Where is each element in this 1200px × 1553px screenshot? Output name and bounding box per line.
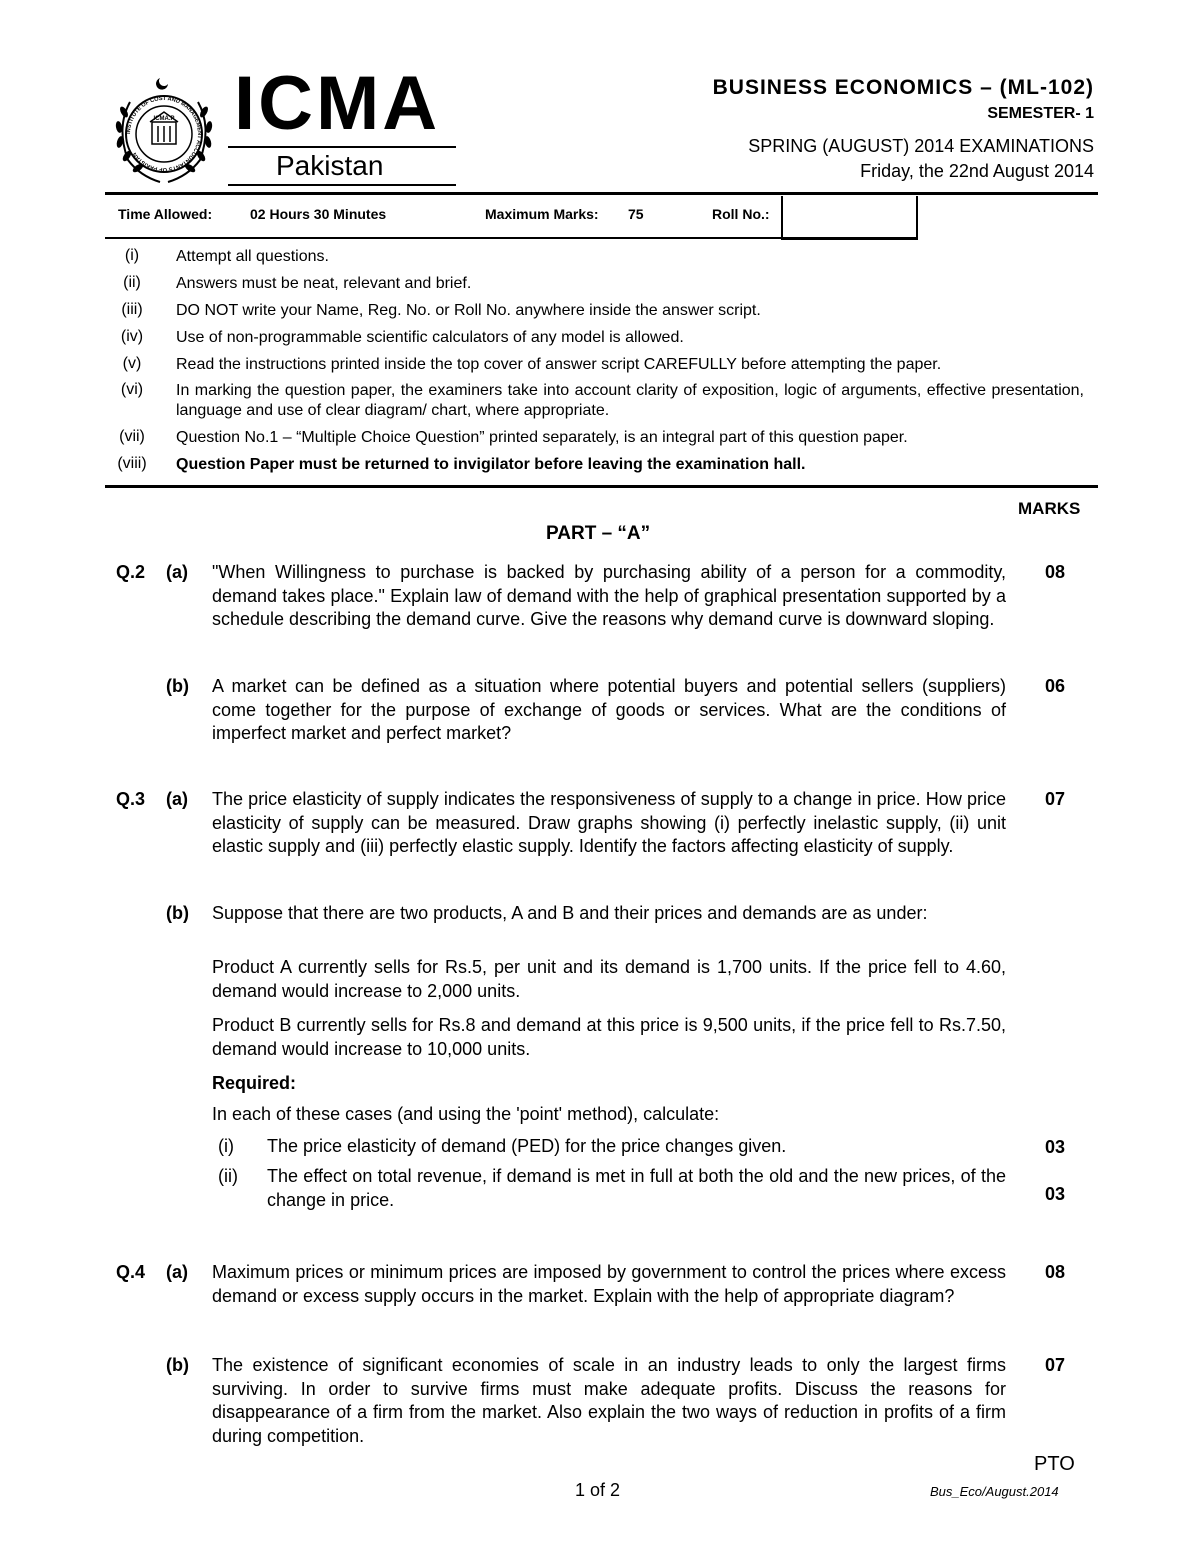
question-marks: 07 xyxy=(1044,789,1066,809)
question-marks: 06 xyxy=(1044,676,1066,696)
svg-text:ICMA.P: ICMA.P xyxy=(153,116,175,122)
sub-item-text: The effect on total revenue, if demand is met in full at both the old and the new prices, of the change in price. xyxy=(267,1166,1006,1210)
question-text: Suppose that there are two products, A and B and their prices and demands are as under: xyxy=(212,903,928,923)
instruction-text: In marking the question paper, the examiners take into account clarity of exposition, logic of arguments, effective presentation, language and use of clear diagram/ chart, where appropriate. xyxy=(176,382,1084,419)
logo-wordmark: ICMA xyxy=(234,61,441,146)
question-part-label: (a) xyxy=(166,562,188,582)
please-turn-over: PTO xyxy=(1034,1453,1075,1475)
question-part-label: (a) xyxy=(166,1262,188,1282)
product-b-paragraph: Product B currently sells for Rs.8 and demand at this price is 9,500 units, if the price fell to Rs.7.50, demand would increase to 10,000 units. xyxy=(212,1015,1006,1059)
instruction-text: Attempt all questions. xyxy=(176,248,329,265)
instruction-number: (iv) xyxy=(120,328,144,345)
time-allowed-label: Time Allowed: xyxy=(118,206,213,222)
question-number: Q.4 xyxy=(116,1262,146,1282)
paper-title: BUSINESS ECONOMICS – (ML-102) xyxy=(712,76,1094,99)
logo-subtitle: Pakistan xyxy=(276,150,384,181)
product-a-paragraph: Product A currently sells for Rs.5, per unit and its demand is 1,700 units. If the price fell to 4.60, demand would increase to 2,000 units. xyxy=(212,957,1006,1001)
header-rule xyxy=(105,192,1098,195)
paper-code: Bus_Eco/August.2014 xyxy=(930,1484,1059,1499)
question-marks: 08 xyxy=(1044,1262,1066,1282)
roll-no-box[interactable] xyxy=(781,196,918,240)
question-number: Q.2 xyxy=(116,562,146,582)
instruction-text: DO NOT write your Name, Reg. No. or Roll No. anywhere inside the answer script. xyxy=(176,302,761,319)
max-marks-label: Maximum Marks: xyxy=(485,206,599,222)
question-text: Maximum prices or minimum prices are imposed by government to control the prices where excess demand or excess supply occurs in the market. Explain with the help of appropriate diagram? xyxy=(212,1262,1006,1306)
instruction-number: (viii) xyxy=(117,455,147,472)
required-intro: In each of these cases (and using the 'point' method), calculate: xyxy=(212,1104,720,1124)
question-part-label: (b) xyxy=(166,903,189,923)
page-number: 1 of 2 xyxy=(575,1480,621,1500)
info-rule xyxy=(105,237,917,239)
roll-no-label: Roll No.: xyxy=(712,206,770,222)
instruction-number: (iii) xyxy=(121,301,143,318)
max-marks-value: 75 xyxy=(628,206,644,222)
svg-text:INSTITUTE OF COST AND MANAGEME: INSTITUTE OF COST AND MANAGEMENT ACCOUNTANTS OF PAKISTAN xyxy=(125,95,203,173)
marks-column-heading: MARKS xyxy=(1018,499,1081,518)
instruction-text: Read the instructions printed inside the top cover of answer script CAREFULLY before attempting the paper. xyxy=(176,356,942,373)
exam-session: SPRING (AUGUST) 2014 EXAMINATIONS xyxy=(748,136,1094,156)
semester-label: SEMESTER- 1 xyxy=(987,105,1094,122)
section-rule xyxy=(105,485,1098,488)
question-marks: 07 xyxy=(1044,1355,1066,1375)
question-marks: 03 xyxy=(1044,1137,1066,1157)
sub-item-text: The price elasticity of demand (PED) for the price changes given. xyxy=(267,1136,787,1156)
exam-date: Friday, the 22nd August 2014 xyxy=(860,161,1094,181)
time-allowed-value: 02 Hours 30 Minutes xyxy=(250,206,387,222)
instruction-text-important: Question Paper must be returned to invigilator before leaving the examination hall. xyxy=(176,456,806,473)
question-text: The price elasticity of supply indicates the responsiveness of supply to a change in price. How price elasticity of supply can be measured. Draw graphs showing (i) perfectly inelastic supply, (ii) unit elastic supply and (iii) perfectly elastic supply. Identify the factors affecting elasticity of supply. xyxy=(212,789,1006,856)
instruction-number: (ii) xyxy=(123,274,141,291)
question-part-label: (b) xyxy=(166,676,189,696)
instruction-number: (vi) xyxy=(120,381,144,398)
instruction-text: Use of non-programmable scientific calculators of any model is allowed. xyxy=(176,329,684,346)
icma-seal-logo xyxy=(108,72,220,190)
instruction-number: (i) xyxy=(124,247,140,264)
required-heading: Required: xyxy=(212,1073,297,1093)
question-text: A market can be defined as a situation where potential buyers and potential sellers (suppliers) come together for the purpose of exchange of goods or services. What are the conditions of imperfect market and perfect market? xyxy=(212,676,1006,743)
sub-item-number: (i) xyxy=(218,1136,234,1156)
question-marks: 03 xyxy=(1044,1184,1066,1204)
question-text: The existence of significant economies of scale in an industry leads to only the largest firms surviving. In order to survive firms must make adequate profits. Discuss the reasons for disappearance of a firm from the market. Also explain the two ways of reduction in profits of a firm during competition. xyxy=(212,1355,1006,1446)
instruction-text: Question No.1 – “Multiple Choice Question” printed separately, is an integral part of this question paper. xyxy=(176,429,908,446)
question-part-label: (b) xyxy=(166,1355,189,1375)
question-number: Q.3 xyxy=(116,789,146,809)
instruction-text: Answers must be neat, relevant and brief. xyxy=(176,275,472,292)
part-heading: PART – “A” xyxy=(546,523,651,544)
instruction-number: (vii) xyxy=(119,428,145,445)
logo-underline xyxy=(228,184,456,186)
question-text: "When Willingness to purchase is backed by purchasing ability of a person for a commodity, demand takes place." Explain law of demand with the help of graphical presentation supported by a schedule describing the demand curve. Give the reasons why demand curve is downward sloping. xyxy=(212,562,1006,629)
sub-item-number: (ii) xyxy=(218,1166,238,1186)
instruction-number: (v) xyxy=(122,355,142,372)
question-part-label: (a) xyxy=(166,789,188,809)
question-marks: 08 xyxy=(1044,562,1066,582)
logo-divider xyxy=(228,146,456,148)
